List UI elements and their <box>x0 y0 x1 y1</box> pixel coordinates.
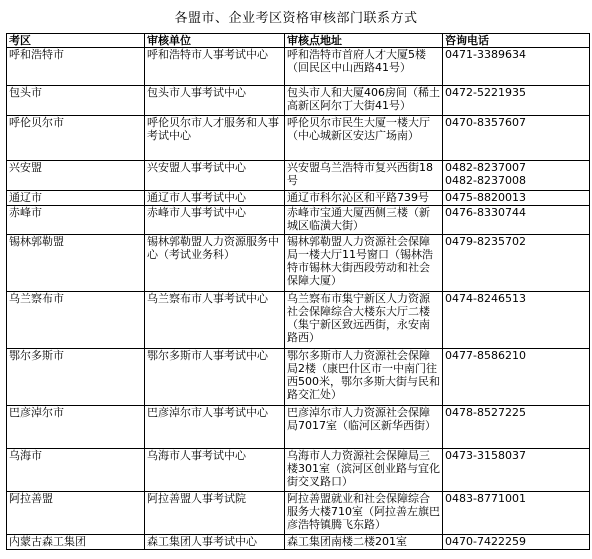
cell-unit: 锡林郭勒盟人力资源服务中心（考试业务科） <box>145 235 285 292</box>
cell-district: 赤峰市 <box>7 206 145 235</box>
table-row <box>7 349 590 406</box>
cell-district: 呼伦贝尔市 <box>7 116 145 161</box>
cell-address: 呼和浩特市首府人才大厦5楼（回民区中山西路41号） <box>285 48 443 86</box>
cell-unit: 赤峰市人事考试中心 <box>145 206 285 235</box>
cell-phone: 0471-3389634 <box>443 48 590 86</box>
cell-address: 乌兰察布市集宁新区人力资源社会保障综合大楼东大厅二楼（集宁新区致远西街，永安南路西） <box>285 292 443 349</box>
cell-phone: 0477-8586210 <box>443 349 590 406</box>
header-district: 考区 <box>7 34 145 48</box>
table-row <box>7 86 590 116</box>
table-row <box>7 492 590 535</box>
cell-phone: 0472-5221935 <box>443 86 590 116</box>
cell-address: 锡林郭勒盟人力资源社会保障局一楼大厅11号窗口（锡林浩特市锡林大街西段劳动和社会保障大厦） <box>285 235 443 292</box>
cell-unit: 呼和浩特市人事考试中心 <box>145 48 285 86</box>
contact-table <box>6 33 590 550</box>
cell-address: 包头市人和大厦406房间（稀土高新区阿尔丁大街41号） <box>285 86 443 116</box>
cell-phone: 0470-8357607 <box>443 116 590 161</box>
cell-district: 包头市 <box>7 86 145 116</box>
cell-district: 内蒙古森工集团 <box>7 535 145 550</box>
table-row <box>7 449 590 492</box>
cell-district: 乌兰察布市 <box>7 292 145 349</box>
cell-district: 阿拉善盟 <box>7 492 145 535</box>
cell-unit: 森工集团人事考试中心 <box>145 535 285 550</box>
cell-phone: 0478-8527225 <box>443 406 590 449</box>
table-row <box>7 116 590 161</box>
cell-address: 森工集团南楼二楼201室 <box>285 535 443 550</box>
cell-address: 呼伦贝尔市民生大厦一楼大厅（中心城新区安达广场南） <box>285 116 443 161</box>
table-row <box>7 235 590 292</box>
cell-address: 赤峰市宝通大厦西侧三楼（新城区临潢大街） <box>285 206 443 235</box>
cell-district: 锡林郭勒盟 <box>7 235 145 292</box>
cell-district: 鄂尔多斯市 <box>7 349 145 406</box>
header-phone: 咨询电话 <box>443 34 590 48</box>
table-header-row <box>7 34 590 48</box>
table-row <box>7 161 590 191</box>
cell-address: 乌海市人力资源社会保障局三楼301室（滨河区创业路与宜化街交叉路口） <box>285 449 443 492</box>
cell-address: 阿拉善盟就业和社会保障综合服务大楼710室（阿拉善左旗巴彦浩特镇腾飞东路） <box>285 492 443 535</box>
cell-unit: 包头市人事考试中心 <box>145 86 285 116</box>
table-row <box>7 292 590 349</box>
cell-district: 乌海市 <box>7 449 145 492</box>
cell-phone: 0482-8237007 0482-8237008 <box>443 161 590 191</box>
cell-district: 巴彦淖尔市 <box>7 406 145 449</box>
cell-address: 通辽市科尔沁区和平路739号 <box>285 191 443 206</box>
cell-address: 鄂尔多斯市人力资源社会保障局2楼（康巴什区市一中南门往西500米，鄂尔多斯大街与民和路交汇处） <box>285 349 443 406</box>
cell-unit: 呼伦贝尔市人才服务和人事考试中心 <box>145 116 285 161</box>
table-row <box>7 48 590 86</box>
page-title: 各盟市、企业考区资格审核部门联系方式 <box>174 11 418 26</box>
cell-unit: 兴安盟人事考试中心 <box>145 161 285 191</box>
table-row <box>7 406 590 449</box>
cell-phone: 0479-8235702 <box>443 235 590 292</box>
cell-unit: 通辽市人事考试中心 <box>145 191 285 206</box>
table-row <box>7 206 590 235</box>
cell-unit: 乌兰察布市人事考试中心 <box>145 292 285 349</box>
cell-unit: 鄂尔多斯市人事考试中心 <box>145 349 285 406</box>
cell-district: 兴安盟 <box>7 161 145 191</box>
cell-phone: 0470-7422259 <box>443 535 590 550</box>
cell-unit: 巴彦淖尔市人事考试中心 <box>145 406 285 449</box>
cell-phone: 0476-8330744 <box>443 206 590 235</box>
cell-district: 通辽市 <box>7 191 145 206</box>
table-row <box>7 535 590 550</box>
cell-phone: 0473-3158037 <box>443 449 590 492</box>
header-unit: 审核单位 <box>145 34 285 48</box>
table-row <box>7 191 590 206</box>
header-address: 审核点地址 <box>285 34 443 48</box>
cell-unit: 乌海市人事考试中心 <box>145 449 285 492</box>
cell-phone: 0483-8771001 <box>443 492 590 535</box>
cell-district: 呼和浩特市 <box>7 48 145 86</box>
cell-phone: 0475-8820013 <box>443 191 590 206</box>
cell-unit: 阿拉善盟人事考试院 <box>145 492 285 535</box>
cell-address: 巴彦淖尔市人力资源社会保障局7017室（临河区新华西街） <box>285 406 443 449</box>
cell-address: 兴安盟乌兰浩特市复兴西街18号 <box>285 161 443 191</box>
cell-phone: 0474-8246513 <box>443 292 590 349</box>
